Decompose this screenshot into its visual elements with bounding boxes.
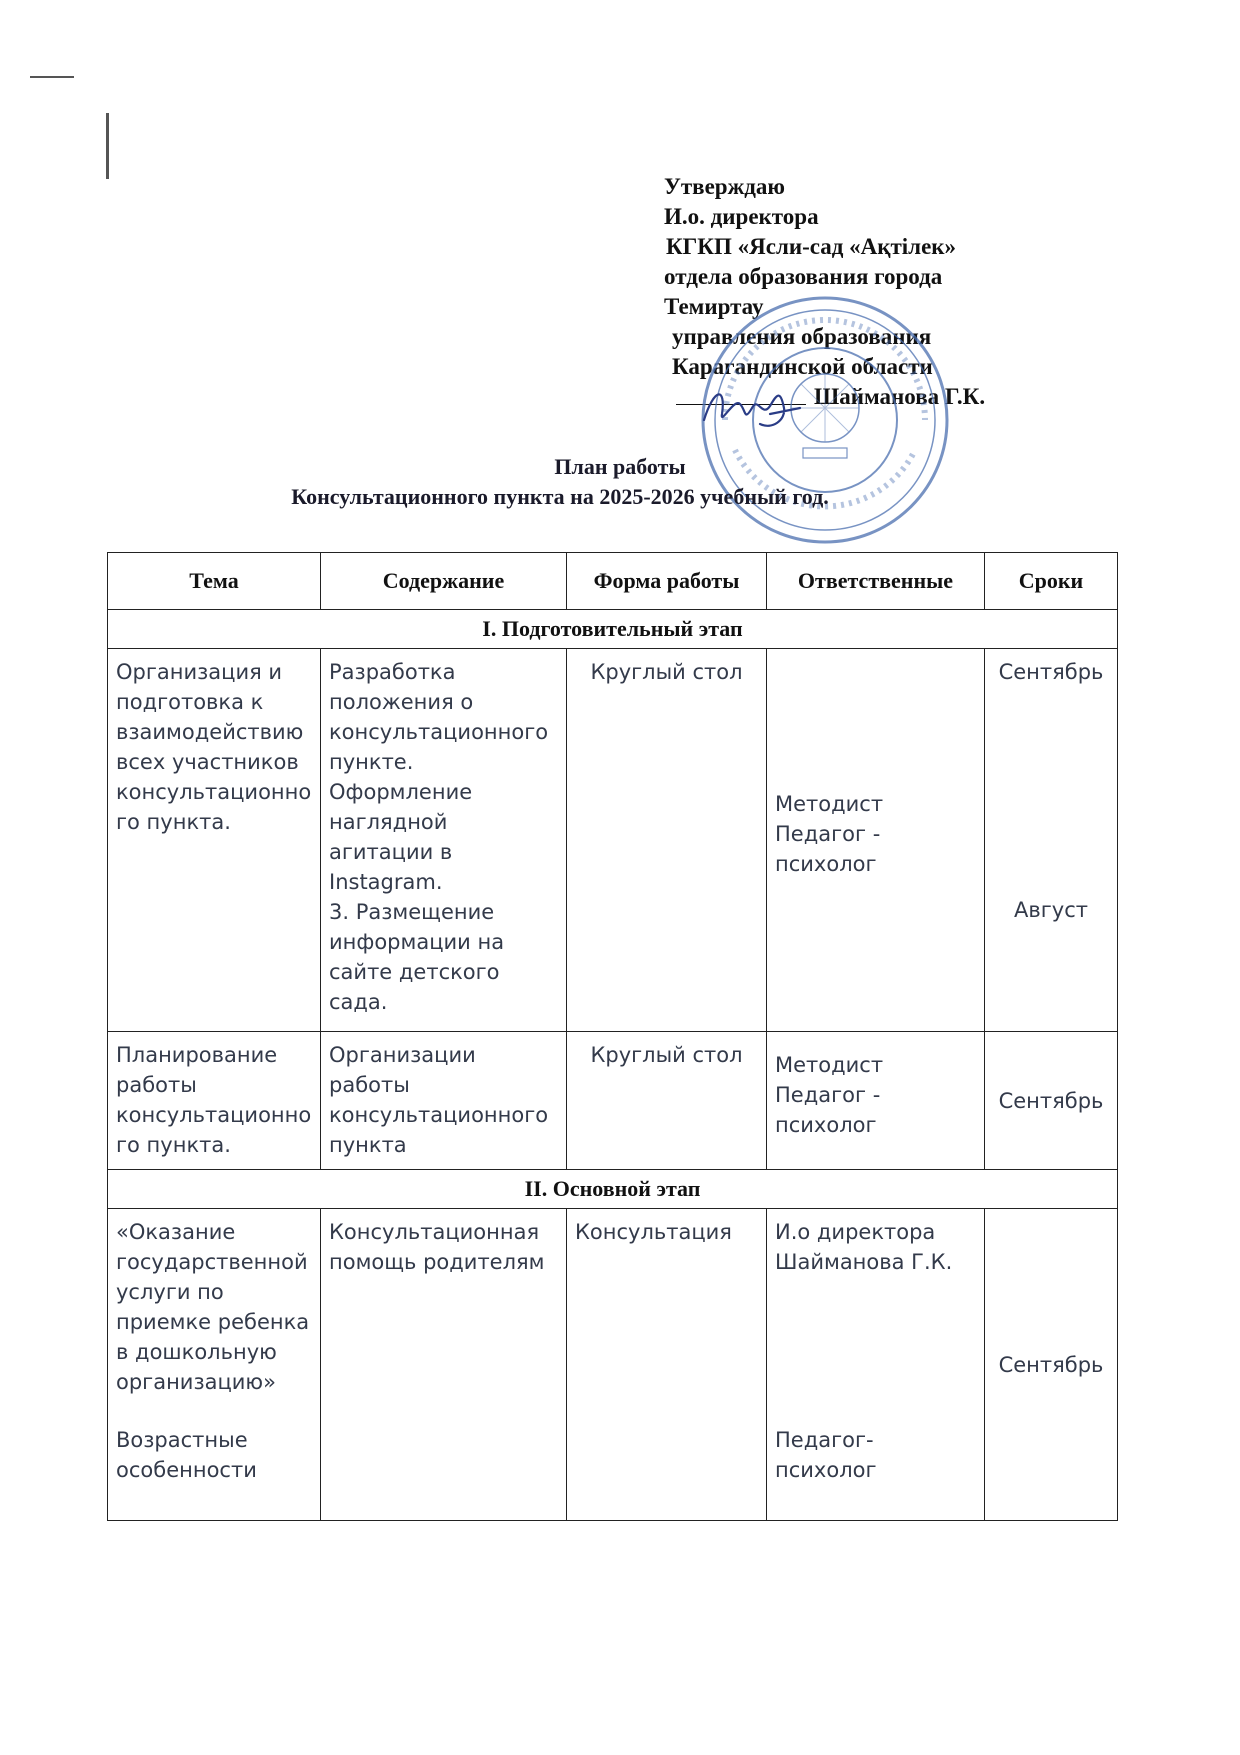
title-line-2: Консультационного пункта на 2025-2026 учебный год. (291, 484, 829, 509)
scan-mark-left (106, 113, 109, 179)
cell-topic: Планирование работы консультационно го пункта. (108, 1032, 321, 1170)
cell-content: Организации работы консультационного пункта (321, 1032, 567, 1170)
cell-responsible: Методист Педагог - психолог (767, 1032, 985, 1170)
header-term: Сроки (985, 553, 1118, 610)
approval-line: И.о. директора (664, 204, 819, 229)
cell-term: Сентябрь (985, 1209, 1118, 1521)
cell-content: Консультационная помощь родителям (321, 1209, 567, 1521)
signatory-name: Шайманова Г.К. (814, 384, 986, 409)
table-row (108, 1032, 1118, 1170)
cell-responsible (767, 649, 985, 1032)
approval-line: отдела образования города (664, 264, 943, 289)
term-text: Сентябрь (998, 660, 1104, 684)
cell-topic (108, 1209, 321, 1521)
approval-line: Темиртау (664, 294, 764, 319)
topic-text-2: Возрастные особенности (116, 1428, 257, 1482)
section-row (108, 1170, 1118, 1209)
header-form: Форма работы (567, 553, 767, 610)
section-title: I. Подготовительный этап (108, 610, 1118, 649)
section-row (108, 610, 1118, 649)
term-text-2: Август (1014, 898, 1088, 922)
cell-term: Сентябрь (985, 1032, 1118, 1170)
title-line-1: План работы (554, 454, 686, 479)
cell-responsible (767, 1209, 985, 1521)
responsible-text: И.о директора Шайманова Г.К. (775, 1220, 953, 1274)
responsible-text: Методист Педагог - психолог (775, 792, 884, 876)
table-row (108, 649, 1118, 1032)
cell-term (985, 649, 1118, 1032)
approval-line: Утверждаю (664, 174, 785, 199)
approval-line: управления образования (672, 324, 932, 349)
responsible-text-2: Педагог- психолог (775, 1428, 877, 1482)
table-header-row (108, 553, 1118, 610)
topic-text: «Оказание государственной услуги по приемке ребенка в дошкольную организацию» (116, 1220, 310, 1394)
cell-form: Консультация (567, 1209, 767, 1521)
cell-form: Круглый стол (567, 649, 767, 1032)
section-title: II. Основной этап (108, 1170, 1118, 1209)
header-responsible: Ответственные (767, 553, 985, 610)
document-title (0, 452, 1240, 512)
scan-mark-top (30, 76, 74, 78)
cell-form: Круглый стол (567, 1032, 767, 1170)
cell-content: Разработка положения о консультационного пункте. Оформление наглядной агитации в Instagram. 3. Размещение информации на сайте детского сада. (321, 649, 567, 1032)
approval-line: Карагандинской области (672, 354, 933, 379)
table-row (108, 1209, 1118, 1521)
header-content: Содержание (321, 553, 567, 610)
handwritten-signature (700, 378, 810, 438)
header-topic: Тема (108, 553, 321, 610)
cell-topic: Организация и подготовка к взаимодействию всех участников консультационно го пункта. (108, 649, 321, 1032)
approval-line: КГКП «Ясли-сад «Ақтілек» (666, 234, 957, 259)
plan-table (107, 552, 1118, 1521)
